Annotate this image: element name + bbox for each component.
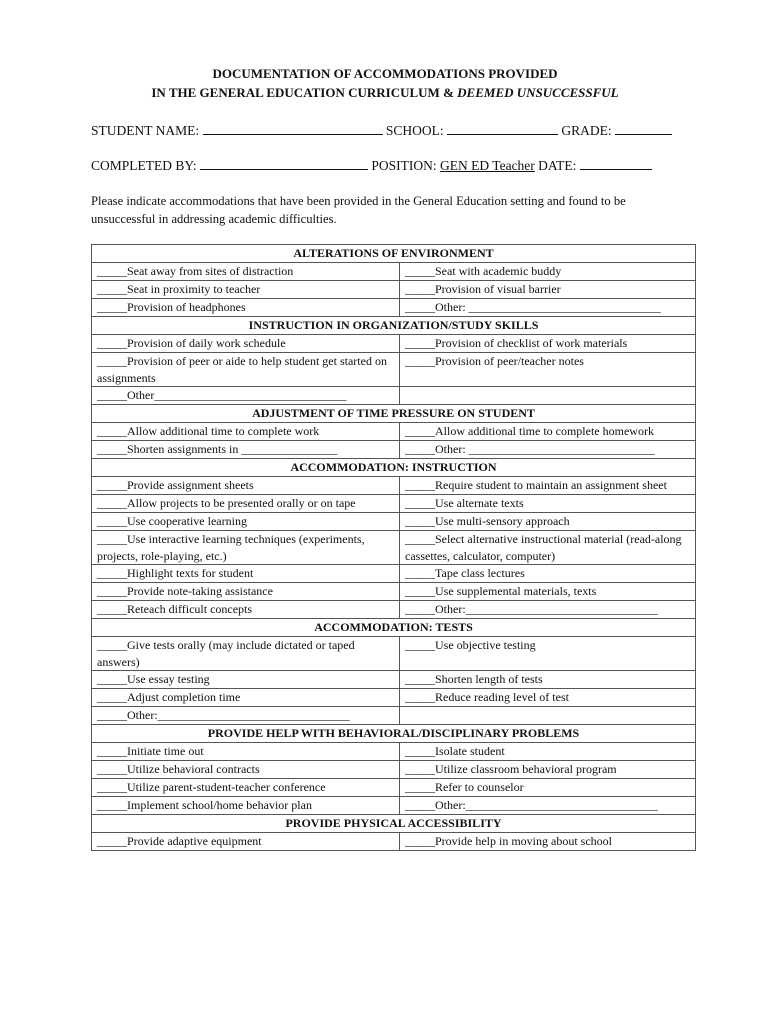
accommodation-item[interactable]: _____Provision of headphones	[92, 299, 400, 317]
section-header-row	[92, 459, 696, 477]
title-line-2-italic: DEEMED UNSUCCESSFUL	[457, 85, 619, 100]
accommodation-item[interactable]: _____Isolate student	[400, 743, 696, 761]
accommodation-row	[92, 281, 696, 299]
accommodation-item[interactable]: _____Allow projects to be presented orally or on tape	[92, 495, 400, 513]
date-field[interactable]	[580, 157, 652, 170]
accommodation-item[interactable]: _____Use multi-sensory approach	[400, 513, 696, 531]
date-label: DATE:	[538, 158, 577, 173]
student-info-line	[91, 122, 672, 139]
accommodation-item[interactable]: _____Seat in proximity to teacher	[92, 281, 400, 299]
accommodation-item[interactable]: _____Other:________________________________	[400, 601, 696, 619]
accommodation-item[interactable]: _____Use objective testing	[400, 637, 696, 671]
completed-by-field[interactable]	[200, 157, 368, 170]
accommodation-row	[92, 353, 696, 387]
section-header-row	[92, 619, 696, 637]
accommodation-item[interactable]: _____Give tests orally (may include dictated or taped answers)	[92, 637, 400, 671]
grade-field[interactable]	[615, 122, 672, 135]
accommodation-row	[92, 513, 696, 531]
section-header-row	[92, 725, 696, 743]
accommodation-item[interactable]: _____Allow additional time to complete homework	[400, 423, 696, 441]
accommodation-row	[92, 583, 696, 601]
accommodation-item[interactable]: _____Other:________________________________	[92, 707, 400, 725]
accommodation-item[interactable]: _____Use supplemental materials, texts	[400, 583, 696, 601]
accommodation-item[interactable]: _____Require student to maintain an assignment sheet	[400, 477, 696, 495]
section-header: PROVIDE HELP WITH BEHAVIORAL/DISCIPLINARY PROBLEMS	[92, 725, 696, 743]
accommodation-row	[92, 565, 696, 583]
position-label: POSITION:	[371, 158, 437, 173]
accommodation-row	[92, 423, 696, 441]
grade-label: GRADE:	[561, 123, 612, 138]
accommodation-row	[92, 441, 696, 459]
accommodation-row	[92, 743, 696, 761]
accommodation-item[interactable]: _____Use cooperative learning	[92, 513, 400, 531]
section-header: ACCOMMODATION: TESTS	[92, 619, 696, 637]
accommodation-item[interactable]: _____Allow additional time to complete work	[92, 423, 400, 441]
instructions-text: Please indicate accommodations that have been provided in the General Education setting and found to be unsuccessful in addressing academic difficulties.	[91, 194, 626, 226]
school-label: SCHOOL:	[385, 123, 444, 138]
empty-cell	[400, 707, 696, 725]
accommodation-item[interactable]: _____Use essay testing	[92, 671, 400, 689]
accommodation-item[interactable]: _____Highlight texts for student	[92, 565, 400, 583]
accommodation-item[interactable]: _____Adjust completion time	[92, 689, 400, 707]
accommodation-row	[92, 797, 696, 815]
accommodations-table	[91, 244, 696, 851]
completion-info-line	[91, 157, 652, 174]
student-name-field[interactable]	[203, 122, 383, 135]
accommodation-row	[92, 601, 696, 619]
accommodation-row	[92, 637, 696, 671]
accommodation-item[interactable]: _____Provide assignment sheets	[92, 477, 400, 495]
accommodation-row	[92, 671, 696, 689]
section-header-row	[92, 815, 696, 833]
title-line-2-prefix: IN THE GENERAL EDUCATION CURRICULUM &	[151, 85, 458, 100]
accommodation-row	[92, 299, 696, 317]
accommodation-item[interactable]: _____Seat with academic buddy	[400, 263, 696, 281]
accommodation-item[interactable]: _____Provision of peer/teacher notes	[400, 353, 696, 387]
school-field[interactable]	[447, 122, 558, 135]
accommodation-item[interactable]: _____Other: _______________________________	[400, 441, 696, 459]
section-header-row	[92, 317, 696, 335]
accommodation-item[interactable]: _____Refer to counselor	[400, 779, 696, 797]
accommodation-row	[92, 495, 696, 513]
accommodation-item[interactable]: _____Reduce reading level of test	[400, 689, 696, 707]
accommodation-item[interactable]: _____Utilize classroom behavioral program	[400, 761, 696, 779]
accommodation-row	[92, 779, 696, 797]
accommodation-item[interactable]: _____Provide adaptive equipment	[92, 833, 400, 851]
accommodation-item[interactable]: _____Implement school/home behavior plan	[92, 797, 400, 815]
accommodation-item[interactable]: _____Initiate time out	[92, 743, 400, 761]
accommodation-item[interactable]: _____Utilize parent-student-teacher conference	[92, 779, 400, 797]
position-value[interactable]: GEN ED Teacher	[440, 158, 535, 173]
accommodation-item[interactable]: _____Other: ________________________________	[400, 299, 696, 317]
section-header: PROVIDE PHYSICAL ACCESSIBILITY	[92, 815, 696, 833]
document-title-line-1: DOCUMENTATION OF ACCOMMODATIONS PROVIDED	[212, 66, 558, 81]
section-header: INSTRUCTION IN ORGANIZATION/STUDY SKILLS	[92, 317, 696, 335]
accommodation-item[interactable]: _____Other:________________________________	[400, 797, 696, 815]
accommodation-row	[92, 531, 696, 565]
accommodation-row	[92, 335, 696, 353]
accommodation-row	[92, 387, 696, 405]
document-title-line-2	[0, 85, 770, 101]
section-header: ADJUSTMENT OF TIME PRESSURE ON STUDENT	[92, 405, 696, 423]
section-header-row	[92, 405, 696, 423]
accommodation-item[interactable]: _____Use alternate texts	[400, 495, 696, 513]
accommodation-item[interactable]: _____Provide help in moving about school	[400, 833, 696, 851]
accommodation-row	[92, 707, 696, 725]
accommodation-item[interactable]: _____Seat away from sites of distraction	[92, 263, 400, 281]
accommodation-row	[92, 477, 696, 495]
completed-by-label: COMPLETED BY:	[91, 158, 197, 173]
accommodation-item[interactable]: _____Provide note-taking assistance	[92, 583, 400, 601]
empty-cell	[400, 387, 696, 405]
section-header: ALTERATIONS OF ENVIRONMENT	[92, 245, 696, 263]
accommodation-item[interactable]: _____Tape class lectures	[400, 565, 696, 583]
accommodation-item[interactable]: _____Other________________________________	[92, 387, 400, 405]
accommodation-item[interactable]: _____Shorten assignments in ________________	[92, 441, 400, 459]
section-header-row	[92, 245, 696, 263]
accommodation-item[interactable]: _____Shorten length of tests	[400, 671, 696, 689]
accommodation-row	[92, 689, 696, 707]
accommodation-item[interactable]: _____Provision of peer or aide to help student get started on assignments	[92, 353, 400, 387]
accommodation-item[interactable]: _____Utilize behavioral contracts	[92, 761, 400, 779]
accommodation-row	[92, 761, 696, 779]
accommodation-item[interactable]: _____Reteach difficult concepts	[92, 601, 400, 619]
accommodation-item[interactable]: _____Provision of daily work schedule	[92, 335, 400, 353]
accommodation-row	[92, 263, 696, 281]
accommodation-item[interactable]: _____Provision of checklist of work materials	[400, 335, 696, 353]
student-name-label: STUDENT NAME:	[91, 123, 200, 138]
section-header: ACCOMMODATION: INSTRUCTION	[92, 459, 696, 477]
accommodation-row	[92, 833, 696, 851]
accommodation-item[interactable]: _____Use interactive learning techniques (experiments, projects, role-playing, etc.)	[92, 531, 400, 565]
accommodation-item[interactable]: _____Select alternative instructional material (read-along cassettes, calculator, computer)	[400, 531, 696, 565]
accommodation-item[interactable]: _____Provision of visual barrier	[400, 281, 696, 299]
